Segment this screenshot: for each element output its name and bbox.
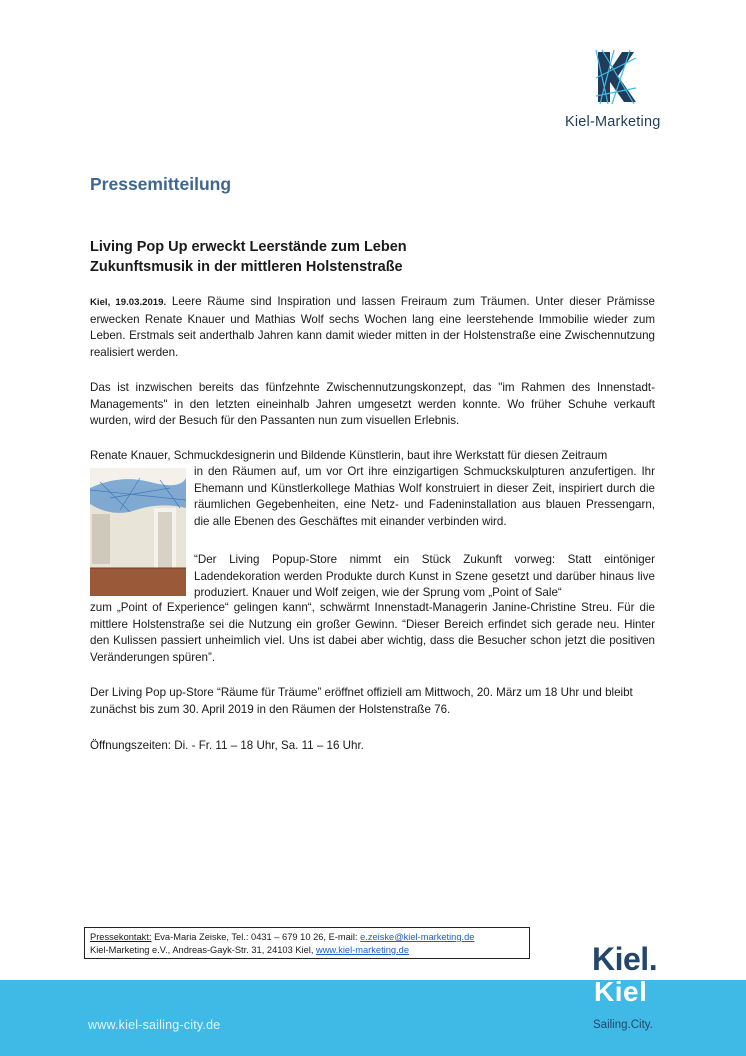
headline-line-1: Living Pop Up erweckt Leerstände zum Leben bbox=[90, 239, 407, 255]
paragraph-4-full: zum „Point of Experience“ gelingen kann“, schwärmt Innenstadt-Managerin Janine-Christine Streu. Für die mittlere Holstenstraße sei die Nutzung ein großer Gewinn. “Dieser Bereich erfindet sich gerade neu. Hinter den Kulissen passiert unheimlich viel. Uns ist dabei aber wichtig, dass die Besucher schon jetzt die positiven Veränderungen spüren”. bbox=[90, 601, 655, 664]
contact-line-2 bbox=[90, 944, 524, 957]
press-contact-box bbox=[84, 927, 530, 959]
paragraph-5: Der Living Pop up-Store “Räume für Träume” eröffnet offiziell am Mittwoch, 20. März um 18 Uhr und bleibt zunächst bis zum 30. April 2019 in den Räumen der Holstenstraße 76. bbox=[90, 686, 633, 716]
dateline: Kiel, 19.03.2019. bbox=[90, 297, 167, 308]
kiel-brand-word: Kiel. bbox=[592, 941, 658, 977]
website-link[interactable]: www.kiel-marketing.de bbox=[316, 945, 410, 955]
contact-label: Pressekontakt: bbox=[90, 932, 152, 942]
contact-address: Kiel-Marketing e.V., Andreas-Gayk-Str. 31, 24103 Kiel, bbox=[90, 945, 316, 955]
paragraph-4-indented: “Der Living Popup-Store nimmt ein Stück Zukunft vorweg: Statt eintöniger Ladendekoration werden Produkte durch Kunst in Szene gesetzt und darüber hinaus live produziert. Knauer und Wolf zeigen, wie der Sprung vom „Point of Sale“ bbox=[194, 553, 655, 600]
paragraph-3-rest: in den Räumen auf, um vor Ort ihre einzigartigen Schmuckskulpturen anzufertigen. Ihr Ehemann und Künstlerkollege Mathias Wolf konstruiert in dieser Zeit, inspiriert durch die räumlichen Gegebenheiten, eine Netz- und Fadeninstallation aus blauen Pressengarn, die alle Ebenen des Geschäftes mit einander verbinden wird. bbox=[194, 465, 655, 528]
paragraph-3-first-line: Renate Knauer, Schmuckdesignerin und Bildende Künstlerin, baut ihre Werkstatt für diesen Zeitraum bbox=[90, 449, 608, 462]
kiel-marketing-k-logo-icon bbox=[594, 48, 638, 106]
paragraph-1-text: Leere Räume sind Inspiration und lassen Freiraum zum Träumen. Unter dieser Prämisse erwecken Renate Knauer und Mathias Wolf sechs Wochen lang eine leerstehende Immobilie wieder zum Leben. Erstmals seit anderthalb Jahren kann damit wieder mitten in der Holstenstraße eine Zwischennutzung realisiert werden. bbox=[90, 295, 656, 359]
document-title: Pressemitteilung bbox=[90, 174, 232, 194]
contact-person: Eva-Maria Zeiske, Tel.: 0431 – 679 10 26, E-mail: bbox=[151, 932, 361, 942]
contact-line-1 bbox=[90, 931, 524, 944]
opening-hours: Öffnungszeiten: Di. - Fr. 11 – 18 Uhr, Sa. 11 – 16 Uhr. bbox=[90, 739, 364, 752]
contact-email-link[interactable]: e.zeiske@kiel-marketing.de bbox=[360, 932, 475, 942]
sailing-city-tagline: Sailing.City. bbox=[593, 1019, 653, 1031]
paragraph-2: Das ist inzwischen bereits das fünfzehnte Zwischennutzungskonzept, das "im Rahmen des Innenstadt-Managements" in den letzten eineinhalb Jahren umgesetzt werden konnte. Wo früher Schuhe verkauft wurden, wird der Besuch für den Passanten nun zum visuellen Erlebnis. bbox=[90, 381, 655, 428]
headline-line-2: Zukunftsmusik in der mittleren Holstenstraße bbox=[90, 259, 403, 275]
footer-url: www.kiel-sailing-city.de bbox=[88, 1018, 221, 1032]
kiel-brand-word-reflection: Kiel bbox=[594, 976, 648, 1007]
headline bbox=[90, 237, 407, 277]
logo-text: Kiel-Marketing bbox=[565, 114, 661, 130]
paragraph-1 bbox=[90, 294, 655, 361]
installation-photo bbox=[90, 468, 186, 596]
